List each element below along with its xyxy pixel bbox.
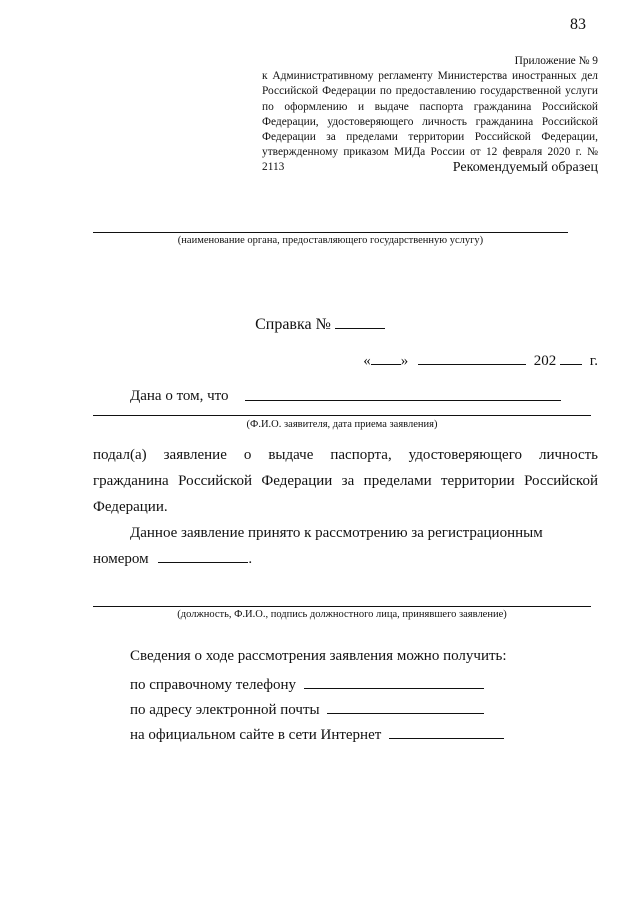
info-email: [130, 699, 484, 719]
info-email-blank: [327, 699, 484, 714]
info-website-blank: [389, 724, 504, 739]
paragraph-registration: [93, 520, 598, 572]
authority-name-line: [93, 232, 568, 233]
info-phone-blank: [304, 674, 484, 689]
authority-caption: (наименование органа, предоставляющего государственную услугу): [177, 235, 484, 246]
applicant-date-line: [93, 415, 591, 416]
certificate-number-blank: [335, 314, 385, 329]
official-signature-line: [93, 606, 591, 607]
paragraph-application: подал(а) заявление о выдаче паспорта, удостоверяющего личность гражданина Российской Федерации за пределами территории Российской Федерации.: [93, 447, 598, 515]
info-email-label: по адресу электронной почты: [130, 702, 320, 718]
given-label: Дана о том, что: [130, 388, 229, 404]
date-close-quote: »: [400, 353, 409, 369]
registration-line-1: Данное заявление принято к рассмотрению за регистрационным: [130, 525, 543, 541]
registration-prefix: номером: [93, 551, 149, 567]
registration-line-2: [93, 546, 598, 572]
appendix-title: Приложение № 9: [514, 55, 598, 67]
official-caption: (должность, Ф.И.О., подпись должностного лица, принявшего заявление): [177, 609, 507, 620]
sample-note: Рекомендуемый образец: [452, 160, 598, 175]
info-phone-label: по справочному телефону: [130, 677, 297, 693]
appendix-block: [262, 54, 598, 176]
certificate-title-text: Справка №: [255, 316, 331, 333]
appendix-text: к Административному регламенту Министерства иностранных дел Российской Федерации по предоставлению государственной услуги по оформлению и выдаче паспорта гражданина Российской Федерации, удостоверяющего личность гражданина Российской Федерации за пределами территории Российской Федерации, утвержденному приказом МИДа России от 12 февраля 2020 г. № 2113: [262, 70, 598, 174]
certificate-title: [0, 314, 640, 334]
date-open-quote: «: [363, 353, 371, 369]
info-heading: Сведения о ходе рассмотрения заявления можно получить:: [130, 648, 507, 664]
date-year-prefix: 202: [533, 353, 557, 369]
date-year-blank: [560, 350, 582, 365]
registration-number-blank: [158, 548, 248, 563]
registration-suffix: .: [248, 551, 253, 567]
applicant-caption: (Ф.И.О. заявителя, дата приема заявления): [246, 419, 438, 430]
date-year-suffix: г.: [589, 353, 598, 369]
info-website-label: на официальном сайте в сети Интернет: [130, 727, 382, 743]
info-website: [130, 724, 504, 744]
applicant-name-line: [245, 400, 561, 401]
page-number: 83: [570, 16, 586, 33]
date-day-blank: [371, 350, 401, 365]
info-phone: [130, 674, 484, 694]
date-line: [363, 350, 598, 370]
date-month-blank: [418, 350, 526, 365]
